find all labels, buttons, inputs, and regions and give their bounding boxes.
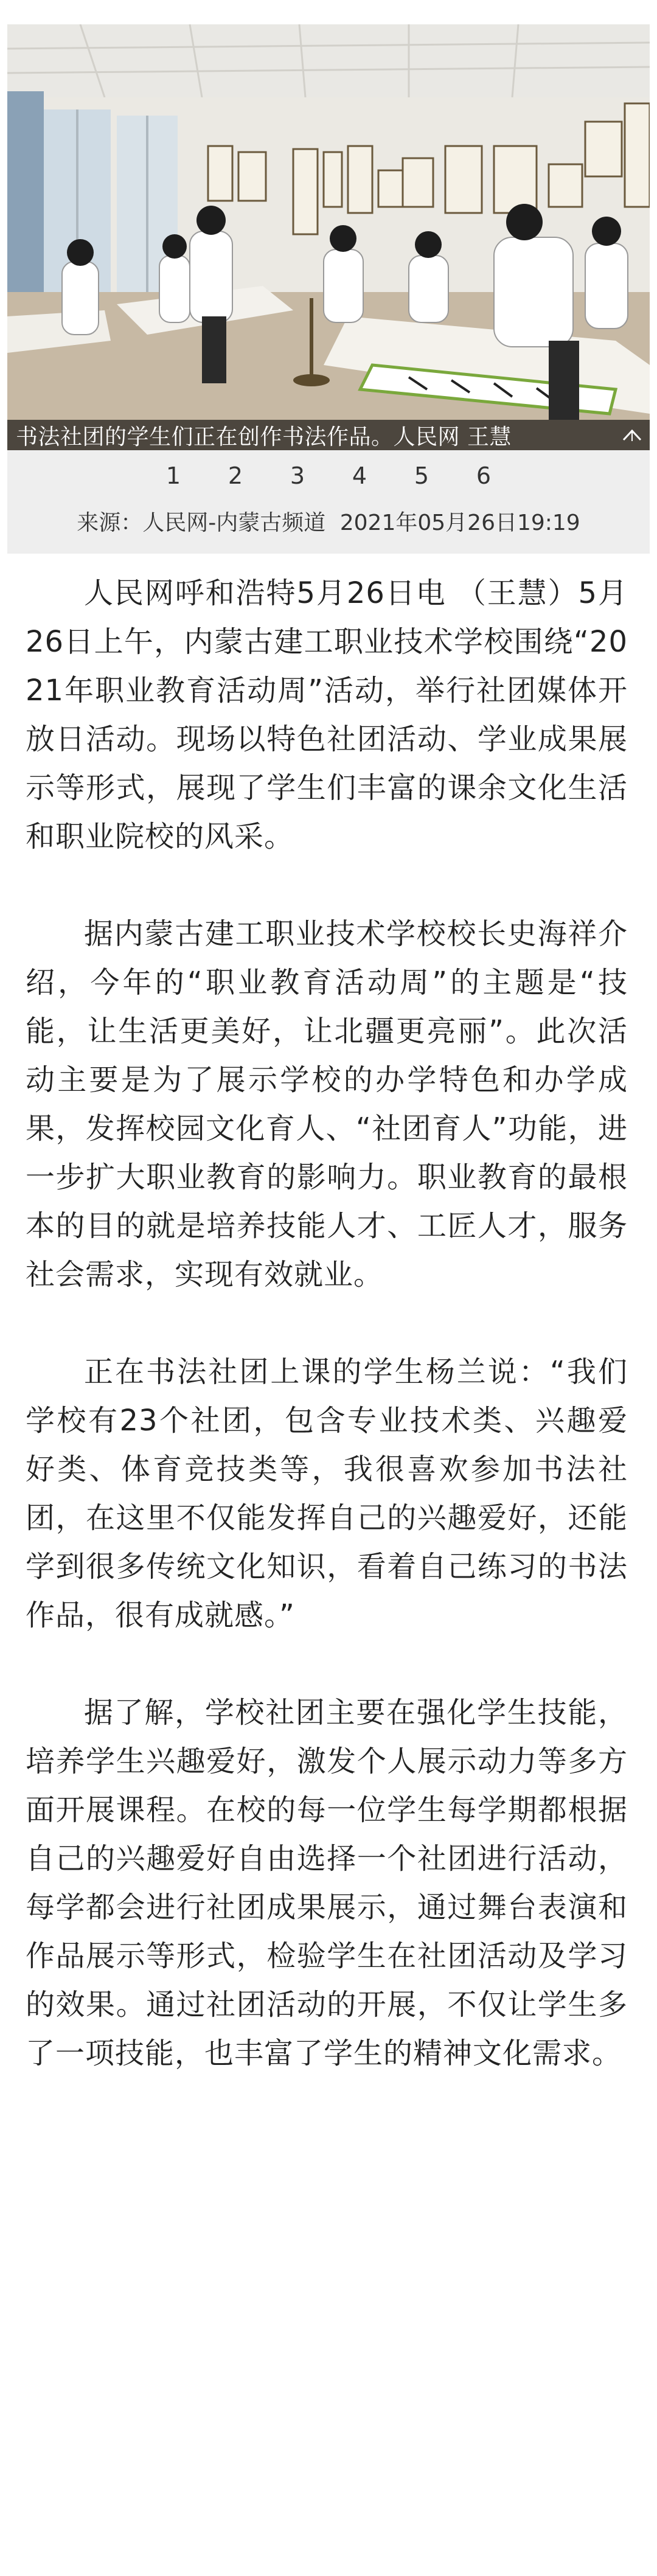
page-link-6[interactable]: 6 [476,462,492,489]
publish-datetime: 2021年05月26日19:19 [339,510,580,535]
caption-toggle-button[interactable] [614,420,650,450]
article-body [26,569,628,2126]
article-paragraph: 据内蒙古建工职业技术学校校长史海祥介绍，今年的“职业教育活动周”的主题是“技能，让生活更美好，让北疆更亮丽”。此次活动主要是为了展示学校的办学特色和办学成果，发挥校园文化育人、“社团育人”功能，进一步扩大职业教育的影响力。职业教育的最根本的目的就是培养技能人才、工匠人才，服务社会需求，实现有效就业。 [26,917,628,1292]
article-paragraph: 据了解，学校社团主要在强化学生技能，培养学生兴趣爱好，激发个人展示动力等多方面开展课程。在校的每一位学生每学期都根据自己的兴趣爱好自由选择一个社团进行活动，每学都会进行社团成果展示，通过舞台表演和作品展示等形式，检验学生在社团活动及学习的效果。通过社团活动的开展，不仅让学生多了一项技能，也丰富了学生的精神文化需求。 [26,1696,628,2070]
page-link-3[interactable]: 3 [290,462,305,489]
page-link-2[interactable]: 2 [228,462,243,489]
calligraphy-class-photo [7,24,650,450]
page-link-5[interactable]: 5 [414,462,429,489]
photo-caption-bar [7,420,650,450]
photo-pagination [7,459,650,493]
gallery-info-panel [7,450,650,554]
photo-gallery[interactable] [7,24,650,450]
photo-caption: 书法社团的学生们正在创作书法作品。人民网 王慧 [16,424,512,450]
article-paragraph: 正在书法社团上课的学生杨兰说：“我们学校有23个社团，包含专业技术类、兴趣爱好类、体育竞技类等，我很喜欢参加书法社团，在这里不仅能发挥自己的兴趣爱好，还能学到很多传统文化知识，看着自己练习的书法作品，很有成就感。” [26,1355,628,1632]
source-label: 来源：人民网-内蒙古频道 [77,510,326,535]
page-link-1[interactable]: 1 [165,462,181,489]
page-link-4[interactable]: 4 [352,462,367,489]
chevron-up-icon [622,428,642,442]
article-source [7,505,650,541]
article-paragraph: 人民网呼和浩特5月26日电 （王慧）5月26日上午，内蒙古建工职业技术学校围绕“2021年职业教育活动周”活动，举行社团媒体开放日活动。现场以特色社团活动、学业成果展示等形式，展现了学生们丰富的课余文化生活和职业院校的风采。 [26,576,628,854]
